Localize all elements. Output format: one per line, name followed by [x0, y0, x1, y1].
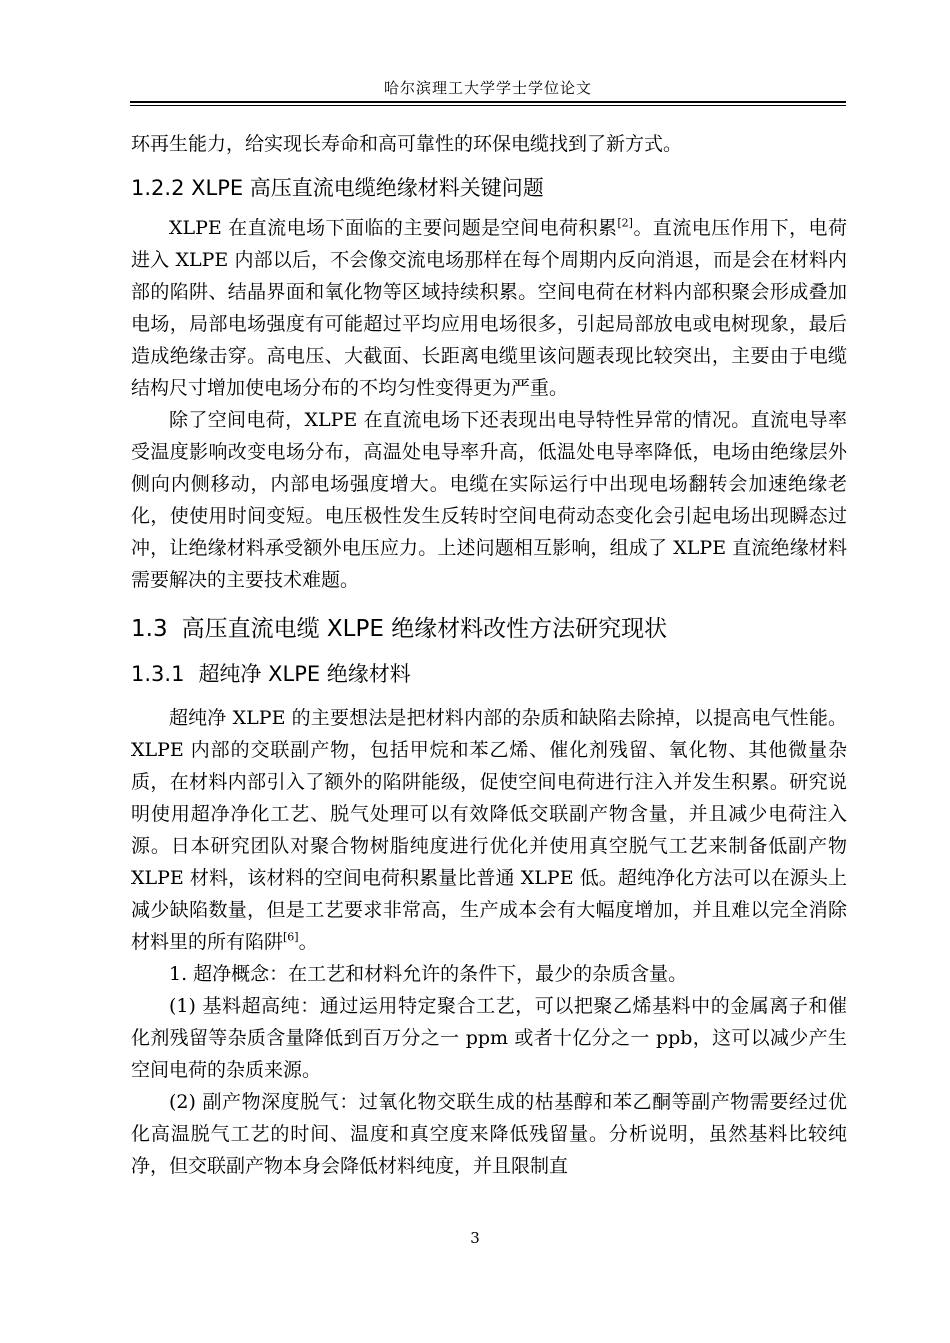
section-title: 超纯净 XLPE 绝缘材料: [198, 662, 411, 686]
carryover-paragraph: 环再生能力，给实现长寿命和高可靠性的环保电缆找到了新方式。: [131, 133, 683, 155]
citation-ref: [2]: [617, 216, 633, 230]
header-rule-thin: [130, 105, 846, 106]
section-1-2-2-paragraph-2: 除了空间电荷，XLPE 在直流电场下还表现出电导特性异常的情况。直流电导率受温度影响改变电场分布，高温处电导率升高，低温处电导率降低，电场由绝缘层外侧向内侧移动，内部电场强度增大。电缆在实际运行中出现电场翻转会加速绝缘老化，使使用时间变短。电压极性发生反转时空间电荷动态变化会引起电场出现瞬态过冲，让绝缘材料承受额外电压应力。上述问题相互影响，组成了 XLPE 直流绝缘材料需要解决的主要技术难题。: [131, 409, 847, 591]
section-number: 1.3: [131, 616, 168, 642]
section-title: 高压直流电缆 XLPE 绝缘材料改性方法研究现状: [181, 616, 668, 642]
list-item-3: (2) 副产物深度脱气：过氧化物交联生成的枯基醇和苯乙酮等副产物需要经过优化高温脱气工艺的时间、温度和真空度来降低残留量。分析说明，虽然基料比较纯净，但交联副产物本身会降低材料纯度，并且限制直: [131, 1091, 847, 1177]
paragraph-text: 超纯净 XLPE 的主要想法是把材料内部的杂质和缺陷去除掉，以提高电气性能。XLPE 内部的交联副产物，包括甲烷和苯乙烯、催化剂残留、氧化物、其他微量杂质，在材料内部引入了额外的陷阱能级，促使空间电荷进行注入并发生积累。研究说明使用超净净化工艺、脱气处理可以有效降低交联副产物含量，并且减少电荷注入源。日本研究团队对聚合物树脂纯度进行优化并使用真空脱气工艺来制备低副产物 XLPE 材料，该材料的空间电荷积累量比普通 XLPE 低。超纯净化方法可以在源头上减少缺陷数量，但是工艺要求非常高，生产成本会有大幅度增加，并且难以完全消除材料里的所有陷阱: [131, 707, 847, 953]
paragraph-text: 。: [298, 931, 318, 953]
section-number: 1.3.1: [131, 662, 185, 686]
header-rule-thick: [130, 101, 846, 103]
section-1-3-1-heading: [131, 660, 847, 688]
list-item-1: 1. 超净概念：在工艺和材料允许的条件下，最少的杂质含量。: [169, 963, 688, 985]
section-1-2-2-paragraph-1: [131, 212, 847, 404]
running-header: 哈尔滨理工大学学士学位论文: [383, 79, 592, 97]
section-1-3-heading: [131, 614, 847, 644]
list-item-2: (1) 基料超高纯：通过运用特定聚合工艺，可以把聚乙烯基料中的金属离子和催化剂残留等杂质含量降低到百万分之一 ppm 或者十亿分之一 ppb，这可以减少产生空间电荷的杂质来源。: [131, 995, 847, 1081]
paragraph-text: 。直流电压作用下，电荷进入 XLPE 内部以后，不会像交流电场那样在每个周期内反向消退，而是会在材料内部的陷阱、结晶界面和氧化物等区域持续积累。空间电荷在材料内部积聚会形成叠加电场，局部电场强度有可能超过平均应用电场很多，引起局部放电或电树现象，最后造成绝缘击穿。高电压、大截面、长距离电缆里该问题表现比较突出，主要由于电缆结构尺寸增加使电场分布的不均匀性变得更为严重。: [131, 217, 847, 399]
section-1-2-2-heading: 1.2.2 XLPE 高压直流电缆绝缘材料关键问题: [131, 176, 544, 200]
section-1-3-1-paragraph-1: [131, 702, 847, 958]
page-number: 3: [470, 1229, 480, 1247]
paragraph-text: XLPE 在直流电场下面临的主要问题是空间电荷积累: [169, 217, 618, 239]
citation-ref: [6]: [283, 930, 299, 944]
page-body: [131, 128, 847, 1182]
